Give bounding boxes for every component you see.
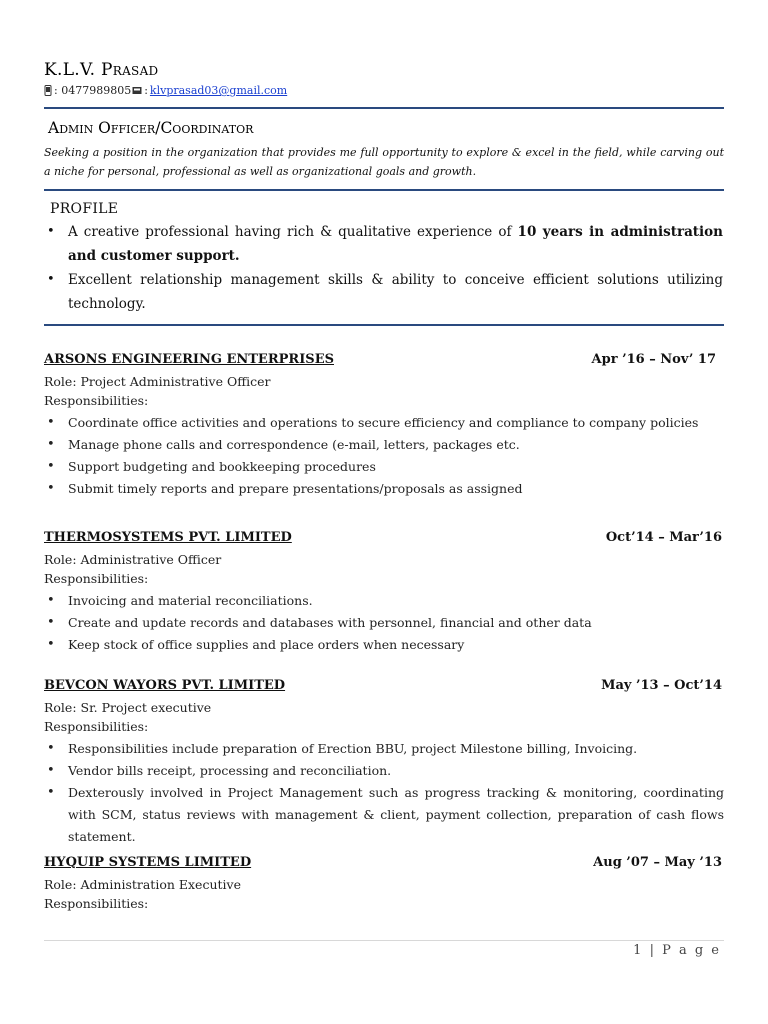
footer-divider xyxy=(44,940,724,941)
contact-line xyxy=(44,84,287,97)
job-header xyxy=(44,855,724,875)
list-item xyxy=(44,268,723,316)
bullet-icon: • xyxy=(47,272,55,287)
profile-heading: PROFILE xyxy=(50,201,119,217)
objective-text: Seeking a position in the organization that provides me full opportunity to explore & excel in the field, while carving out a niche for personal, professional as well as organizational goals and growth. xyxy=(44,146,724,178)
job-role: Role: Project Administrative Officer xyxy=(44,374,271,389)
list-item xyxy=(44,760,724,782)
list-item xyxy=(44,634,724,656)
responsibilities-list xyxy=(44,590,724,656)
responsibility-text: Create and update records and databases with personnel, financial and other data xyxy=(68,615,592,630)
page-number: 1 | P a g e xyxy=(633,943,721,958)
responsibilities-label: Responsibilities: xyxy=(44,571,149,586)
responsibilities-label: Responsibilities: xyxy=(44,719,149,734)
bullet-icon: • xyxy=(47,637,55,652)
bullet-icon: • xyxy=(47,593,55,608)
email-prefix: : xyxy=(144,84,148,97)
responsibility-text: Support budgeting and bookkeeping procedures xyxy=(68,459,376,474)
list-item xyxy=(44,478,724,500)
responsibility-text: Manage phone calls and correspondence (e-mail, letters, packages etc. xyxy=(68,437,520,452)
job-dates: Aug ’07 – May ’13 xyxy=(593,855,722,870)
job-entry xyxy=(44,855,724,913)
company-name: HYQUIP SYSTEMS LIMITED xyxy=(44,855,252,870)
job-role: Role: Sr. Project executive xyxy=(44,700,212,715)
list-item xyxy=(44,782,724,848)
objective-title: Admin Officer/Coordinator xyxy=(48,119,254,137)
section-divider xyxy=(44,107,724,109)
bullet-icon: • xyxy=(47,459,55,474)
responsibility-text: Vendor bills receipt, processing and reconciliation. xyxy=(68,763,392,778)
responsibility-text: Dexterously involved in Project Management such as progress tracking & monitoring, coordinating with SCM, status reviews with management & client, payment collection, preparation of cash flows statement. xyxy=(68,785,724,844)
responsibilities-label: Responsibilities: xyxy=(44,896,149,911)
job-role: Role: Administration Executive xyxy=(44,877,241,892)
list-item xyxy=(44,434,724,456)
bullet-icon: • xyxy=(47,437,55,452)
job-dates: Apr ’16 – Nov’ 17 xyxy=(591,352,716,367)
list-item xyxy=(44,738,724,760)
responsibility-text: Keep stock of office supplies and place orders when necessary xyxy=(68,637,465,652)
company-name: ARSONS ENGINEERING ENTERPRISES xyxy=(44,352,334,367)
responsibility-text: Responsibilities include preparation of Erection BBU, project Milestone billing, Invoicing. xyxy=(68,741,638,756)
job-role: Role: Administrative Officer xyxy=(44,552,222,567)
company-name: THERMOSYSTEMS PVT. LIMITED xyxy=(44,530,292,545)
responsibility-text: Coordinate office activities and operations to secure efficiency and compliance to company policies xyxy=(68,415,699,430)
profile-item-text: Excellent relationship management skills & ability to conceive efficient solutions utilizing technology. xyxy=(68,272,723,312)
list-item xyxy=(44,412,724,434)
profile-item-bold: 10 years in administration and customer support. xyxy=(68,224,723,264)
job-dates: Oct’14 – Mar’16 xyxy=(605,530,722,545)
job-entry xyxy=(44,530,724,656)
responsibility-text: Submit timely reports and prepare presentations/proposals as assigned xyxy=(68,481,523,496)
job-header xyxy=(44,678,724,698)
list-item xyxy=(44,220,723,268)
profile-item-text: A creative professional having rich & qualitative experience of xyxy=(68,224,518,240)
bullet-icon: • xyxy=(47,763,55,778)
responsibilities-label: Responsibilities: xyxy=(44,393,149,408)
responsibilities-list xyxy=(44,412,724,500)
bullet-icon: • xyxy=(47,615,55,630)
bullet-icon: • xyxy=(47,224,55,239)
job-header xyxy=(44,352,724,372)
job-dates: May ’13 – Oct’14 xyxy=(601,678,722,693)
email-icon xyxy=(132,85,142,96)
list-item xyxy=(44,456,724,478)
job-entry xyxy=(44,678,724,848)
phone-number: : 0477989805 xyxy=(54,84,132,97)
company-name: BEVCON WAYORS PVT. LIMITED xyxy=(44,678,286,693)
bullet-icon: • xyxy=(47,741,55,756)
list-item xyxy=(44,612,724,634)
section-divider xyxy=(44,189,724,191)
responsibility-text: Invoicing and material reconciliations. xyxy=(68,593,313,608)
bullet-icon: • xyxy=(47,481,55,496)
responsibilities-list xyxy=(44,738,724,848)
profile-list xyxy=(44,220,723,316)
bullet-icon: • xyxy=(47,785,55,800)
email-link[interactable]: klvprasad03@gmail.com xyxy=(149,84,288,97)
bullet-icon: • xyxy=(47,415,55,430)
section-divider xyxy=(44,324,724,326)
mobile-phone-icon xyxy=(44,85,52,96)
list-item xyxy=(44,590,724,612)
job-entry xyxy=(44,352,724,500)
job-header xyxy=(44,530,724,550)
candidate-name: K.L.V. Prasad xyxy=(44,60,159,80)
